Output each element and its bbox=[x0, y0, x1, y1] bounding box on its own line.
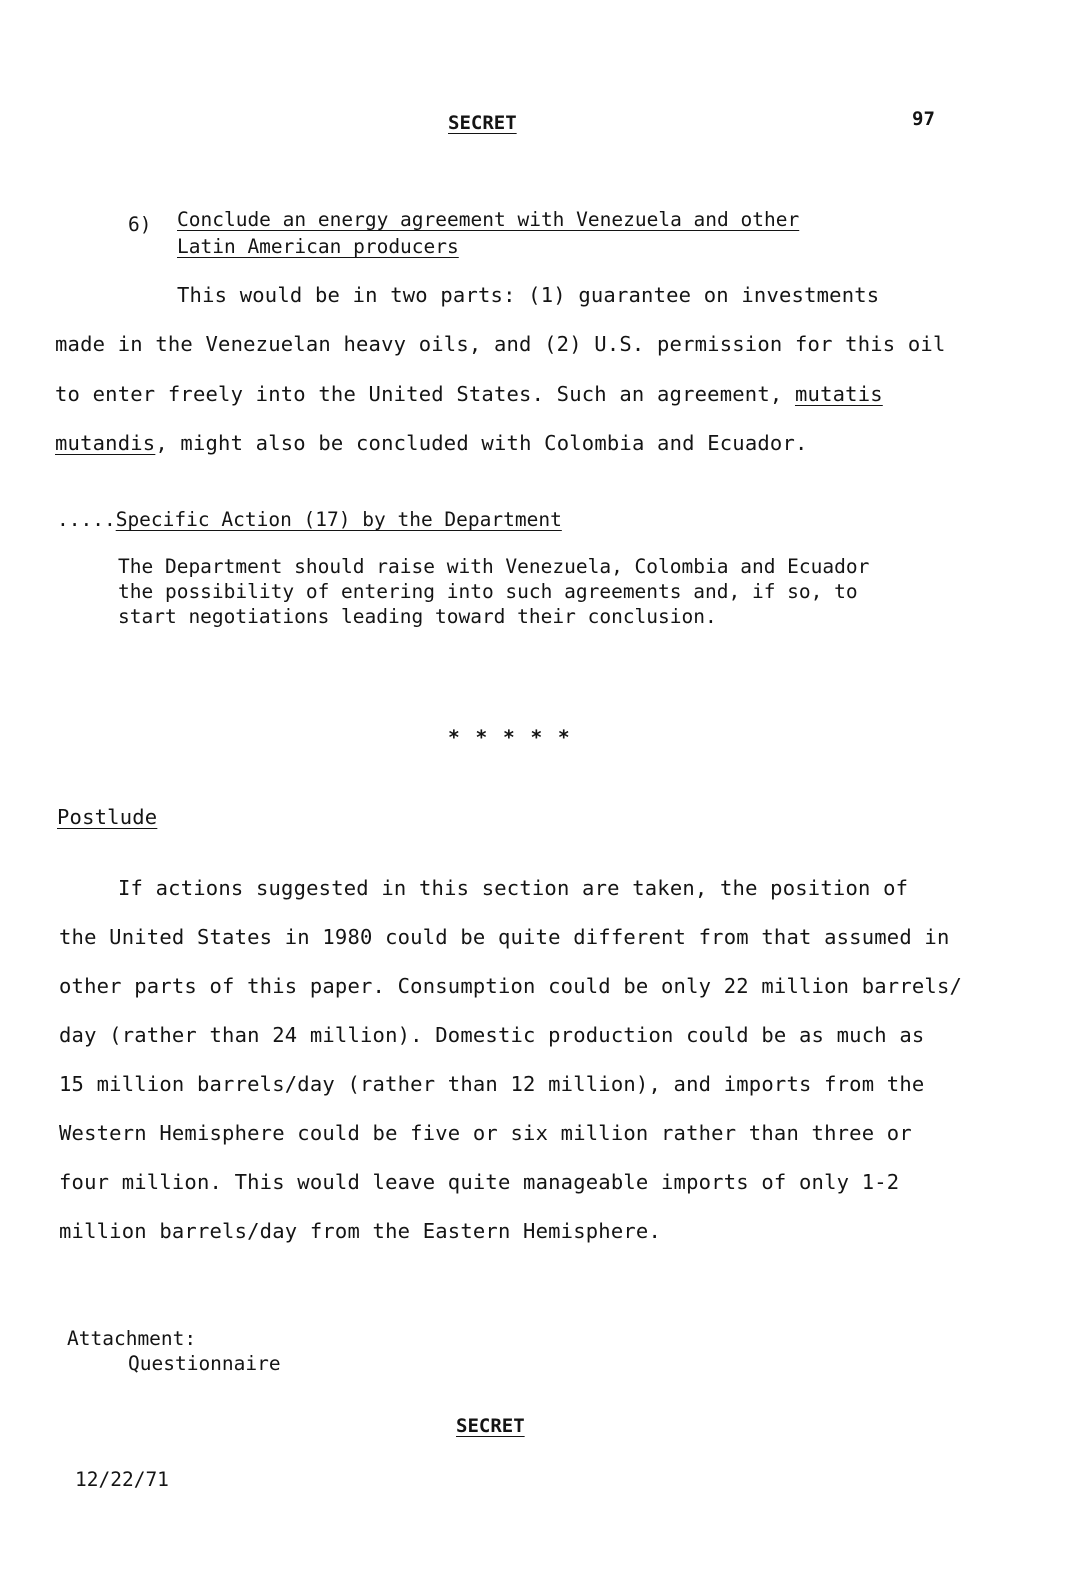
latin-phrase-mutatis: mutatis bbox=[794, 382, 883, 406]
item-para-line1: This would be in two parts: (1) guarantee on investments bbox=[177, 283, 880, 307]
action-line1: The Department should raise with Venezuela, Colombia and Ecuador bbox=[118, 555, 870, 578]
attachment-item: Questionnaire bbox=[128, 1352, 281, 1375]
item-para-line3: to enter freely into the United States. Such an agreement, mutatis bbox=[55, 382, 883, 406]
postlude-line: day (rather than 24 million). Domestic production could be as much as bbox=[59, 1023, 925, 1047]
postlude-heading: Postlude bbox=[57, 805, 158, 829]
section-separator: * * * * * bbox=[448, 726, 572, 749]
latin-phrase-mutandis: mutandis bbox=[55, 431, 156, 455]
item-para-line4: mutandis, might also be concluded with Colombia and Ecuador. bbox=[55, 431, 808, 455]
header-classification: SECRET bbox=[448, 112, 517, 134]
postlude-line: Western Hemisphere could be five or six million rather than three or bbox=[59, 1121, 912, 1145]
action-line2: the possibility of entering into such agreements and, if so, to bbox=[118, 580, 858, 603]
item-title-line2: Latin American producers bbox=[177, 235, 459, 258]
action-line3: start negotiations leading toward their conclusion. bbox=[118, 605, 717, 628]
specific-action-heading: .....Specific Action (17) by the Department bbox=[57, 508, 562, 531]
page-number: 97 bbox=[912, 108, 935, 130]
document-date: 12/22/71 bbox=[75, 1468, 169, 1491]
postlude-line: 15 million barrels/day (rather than 12 million), and imports from the bbox=[59, 1072, 925, 1096]
postlude-line: the United States in 1980 could be quite different from that assumed in bbox=[59, 925, 950, 949]
item-number: 6) bbox=[128, 213, 152, 236]
item-para-line2: made in the Venezuelan heavy oils, and (2) U.S. permission for this oil bbox=[55, 332, 946, 356]
postlude-line: four million. This would leave quite manageable imports of only 1-2 bbox=[59, 1170, 900, 1194]
footer-classification: SECRET bbox=[456, 1415, 525, 1437]
postlude-line: million barrels/day from the Eastern Hemisphere. bbox=[59, 1219, 662, 1243]
postlude-line: If actions suggested in this section are taken, the position of bbox=[118, 876, 909, 900]
attachment-label: Attachment: bbox=[67, 1327, 197, 1350]
postlude-line: other parts of this paper. Consumption could be only 22 million barrels/ bbox=[59, 974, 963, 998]
item-title-line1: Conclude an energy agreement with Venezuela and other bbox=[177, 208, 800, 231]
